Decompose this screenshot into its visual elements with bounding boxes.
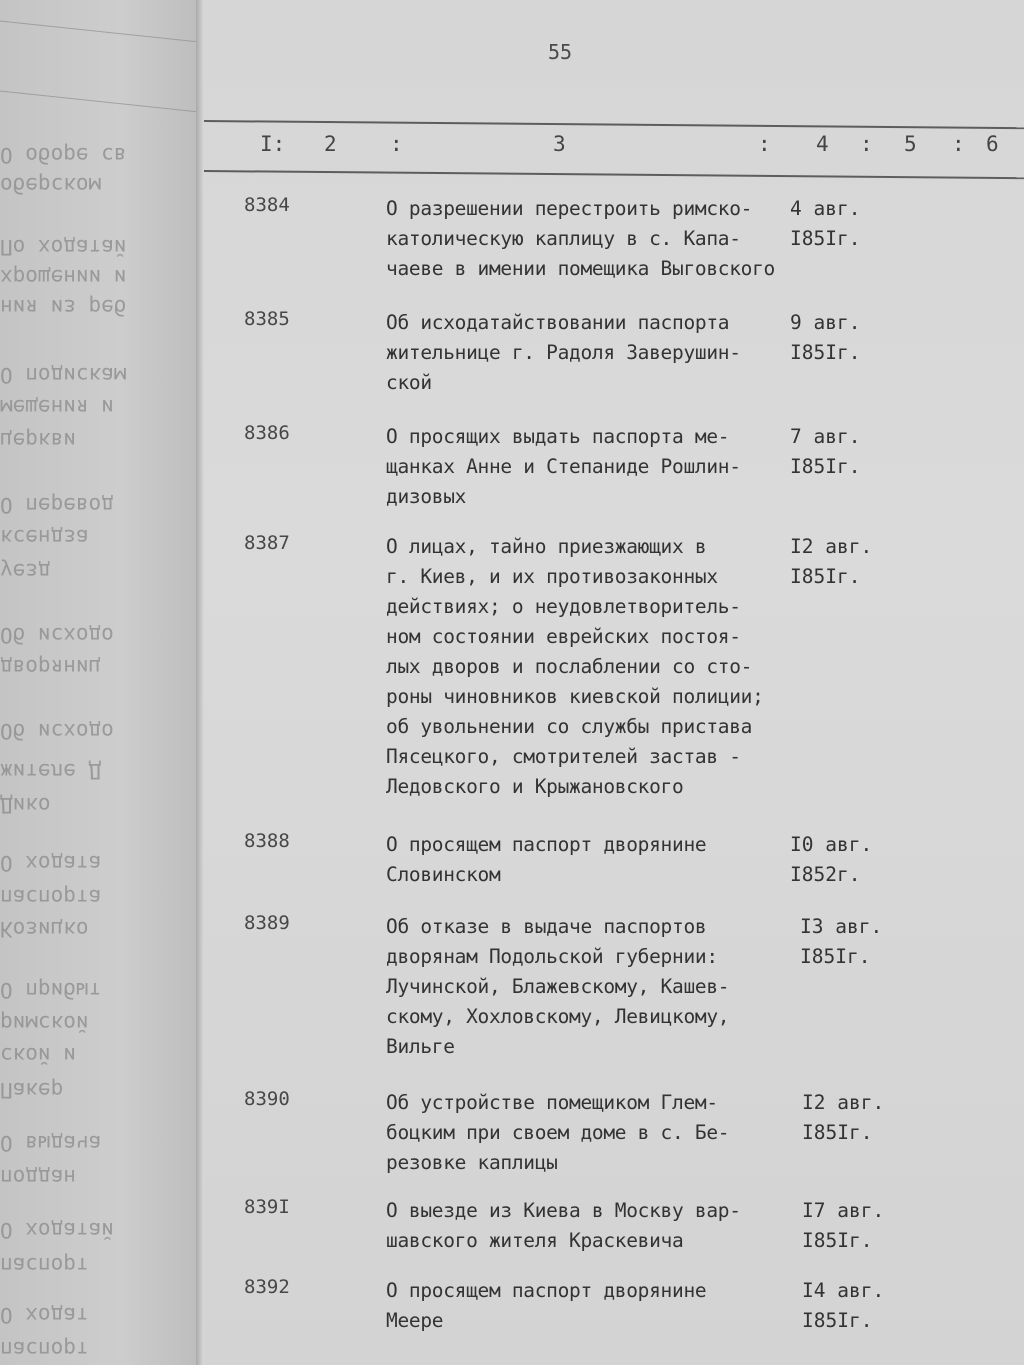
entry-number: 8389: [244, 912, 290, 934]
description-line: об увольнении со службы пристава: [386, 715, 753, 738]
date-day-month: 4 авг.: [790, 197, 861, 220]
date-day-month: I7 авг.: [802, 1199, 885, 1222]
entry-date: [790, 194, 860, 254]
description-line: Об отказе в выдаче паспортов: [386, 915, 707, 938]
entry-number: 8387: [244, 532, 290, 554]
column-separator: :: [952, 132, 965, 156]
facing-page-text: ния из реб: [0, 295, 127, 319]
date-day-month: I4 авг.: [802, 1279, 885, 1302]
facing-page-text: церкви: [0, 428, 76, 452]
facing-page-text: паспорта: [0, 885, 102, 909]
entry-description: [386, 1276, 806, 1336]
column-separator: :: [860, 132, 873, 156]
column-header-6: 6: [986, 132, 999, 156]
entry-number: 839I: [244, 1196, 290, 1218]
description-line: дворянам Подольской губернии:: [386, 945, 718, 968]
description-line: О просящем паспорт дворянине: [386, 833, 707, 856]
description-line: Словинском: [386, 863, 501, 886]
facing-page-text: уезд: [0, 559, 51, 583]
description-line: жительнице г. Радоля Заверушин-: [386, 341, 741, 364]
date-day-month: 9 авг.: [790, 311, 861, 334]
facing-page-text: О ходат: [0, 1303, 89, 1327]
facing-page-text: ской и: [0, 1043, 76, 1067]
date-year: I852г.: [790, 863, 861, 886]
description-line: действиях; о неудовлетворитель-: [386, 595, 741, 618]
date-year: I85Iг.: [790, 227, 861, 250]
description-line: боцким при своем доме в с. Бе-: [386, 1121, 730, 1144]
facing-page-text: Пакер: [0, 1078, 64, 1102]
entry-date: [802, 1196, 884, 1256]
description-line: О просящем паспорт дворянине: [386, 1279, 707, 1302]
entry-description: [386, 308, 806, 398]
entry-number: 8384: [244, 194, 290, 216]
table-header-bottom-rule: [204, 170, 1024, 179]
entry-number: 8386: [244, 422, 290, 444]
facing-page-rule: [0, 89, 199, 113]
entry-number: 8390: [244, 1088, 290, 1110]
page-number: 55: [548, 40, 573, 64]
facing-page-text: О оборе св: [0, 143, 127, 167]
description-line: Вильге: [386, 1035, 455, 1058]
column-header-5: 5: [904, 132, 917, 156]
description-line: ном состоянии еврейских постоя-: [386, 625, 741, 648]
description-line: Ледовского и Крыжановского: [386, 775, 684, 798]
facing-page-text: римской: [0, 1011, 89, 1035]
entry-description: [386, 422, 806, 512]
description-line: щанках Анне и Степаниде Рошлин-: [386, 455, 741, 478]
description-line: О просящих выдать паспорта ме-: [386, 425, 730, 448]
date-day-month: 7 авг.: [790, 425, 861, 448]
entry-number: 8392: [244, 1276, 290, 1298]
entry-description: [386, 194, 806, 284]
description-line: католическую каплицу в с. Капа-: [386, 227, 741, 250]
facing-page-text: О прибыт: [0, 978, 102, 1002]
description-line: Пясецкого, смотрителей застав -: [386, 745, 741, 768]
main-page: [204, 0, 1024, 1365]
description-line: О выезде из Киева в Москву вар-: [386, 1199, 741, 1222]
facing-page-text: оберском: [0, 173, 102, 197]
facing-page-text: Об исходо: [0, 623, 114, 647]
facing-page-text: Козицко: [0, 917, 89, 941]
description-line: скому, Хохловскому, Левицкому,: [386, 1005, 730, 1028]
facing-page-text: мещения и: [0, 395, 114, 419]
facing-page-text: ксендза: [0, 525, 89, 549]
facing-page-text: О ходата: [0, 851, 102, 875]
facing-page-rule: [0, 19, 199, 43]
facing-page-text: О перевод: [0, 493, 114, 517]
date-year: I85Iг.: [802, 1229, 873, 1252]
column-header-2: 2: [324, 132, 337, 156]
facing-page-text: О подискам: [0, 363, 127, 387]
date-year: I85Iг.: [790, 455, 861, 478]
entry-date: [790, 308, 860, 368]
entry-number: 8385: [244, 308, 290, 330]
entry-description: [386, 532, 806, 802]
entry-description: [386, 1088, 806, 1178]
description-line: чаеве в имении помещика Выговского: [386, 257, 775, 280]
entry-description: [386, 1196, 806, 1256]
date-year: I85Iг.: [790, 341, 861, 364]
column-separator: :: [390, 132, 403, 156]
description-line: Об исходатайствовании паспорта: [386, 311, 730, 334]
date-year: I85Iг.: [802, 1121, 873, 1144]
facing-page-text: По ходатай: [0, 235, 127, 259]
entry-number: 8388: [244, 830, 290, 852]
description-line: ской: [386, 371, 432, 394]
entry-description: [386, 830, 806, 890]
facing-page-text: паспорт: [0, 1337, 89, 1361]
date-day-month: I2 авг.: [802, 1091, 885, 1114]
facing-page: [0, 0, 200, 1365]
description-line: г. Киев, и их противозаконных: [386, 565, 718, 588]
description-line: роны чиновников киевской полиции;: [386, 685, 764, 708]
facing-page-text: О выдача: [0, 1131, 102, 1155]
column-header-4: 4: [816, 132, 829, 156]
column-separator: :: [758, 132, 771, 156]
entry-date: [802, 1276, 884, 1336]
description-line: Меере: [386, 1309, 444, 1332]
description-line: О разрешении перестроить римско-: [386, 197, 753, 220]
facing-page-text: Дико: [0, 793, 51, 817]
date-day-month: I0 авг.: [790, 833, 873, 856]
entry-date: [790, 830, 872, 890]
date-day-month: I2 авг.: [790, 535, 873, 558]
facing-page-text: жителе Д: [0, 759, 102, 783]
facing-page-text: Об исходо: [0, 719, 114, 743]
facing-page-text: паспорт: [0, 1253, 89, 1277]
date-day-month: I3 авг.: [800, 915, 883, 938]
table-header-top-rule: [204, 120, 1024, 129]
facing-page-text: дворяниц: [0, 655, 102, 679]
facing-page-text: хрощении и: [0, 265, 127, 289]
date-year: I85Iг.: [802, 1309, 873, 1332]
description-line: шавского жителя Краскевича: [386, 1229, 684, 1252]
date-year: I85Iг.: [800, 945, 871, 968]
column-header-3: 3: [553, 132, 566, 156]
entry-date: [800, 912, 882, 972]
entry-date: [790, 532, 872, 592]
facing-page-text: поддан: [0, 1165, 76, 1189]
description-line: О лицах, тайно приезжающих в: [386, 535, 707, 558]
description-line: резовке каплицы: [386, 1151, 558, 1174]
entry-date: [790, 422, 860, 482]
date-year: I85Iг.: [790, 565, 861, 588]
description-line: дизовых: [386, 485, 467, 508]
column-header-1: I:: [260, 132, 286, 156]
entry-description: [386, 912, 806, 1062]
entry-date: [802, 1088, 884, 1148]
description-line: Лучинской, Блажевскому, Кашев-: [386, 975, 730, 998]
facing-page-text: О ходатай: [0, 1218, 114, 1242]
description-line: лых дворов и послаблении со сто-: [386, 655, 753, 678]
description-line: Об устройстве помещиком Глем-: [386, 1091, 718, 1114]
book-gutter: [196, 0, 204, 1365]
